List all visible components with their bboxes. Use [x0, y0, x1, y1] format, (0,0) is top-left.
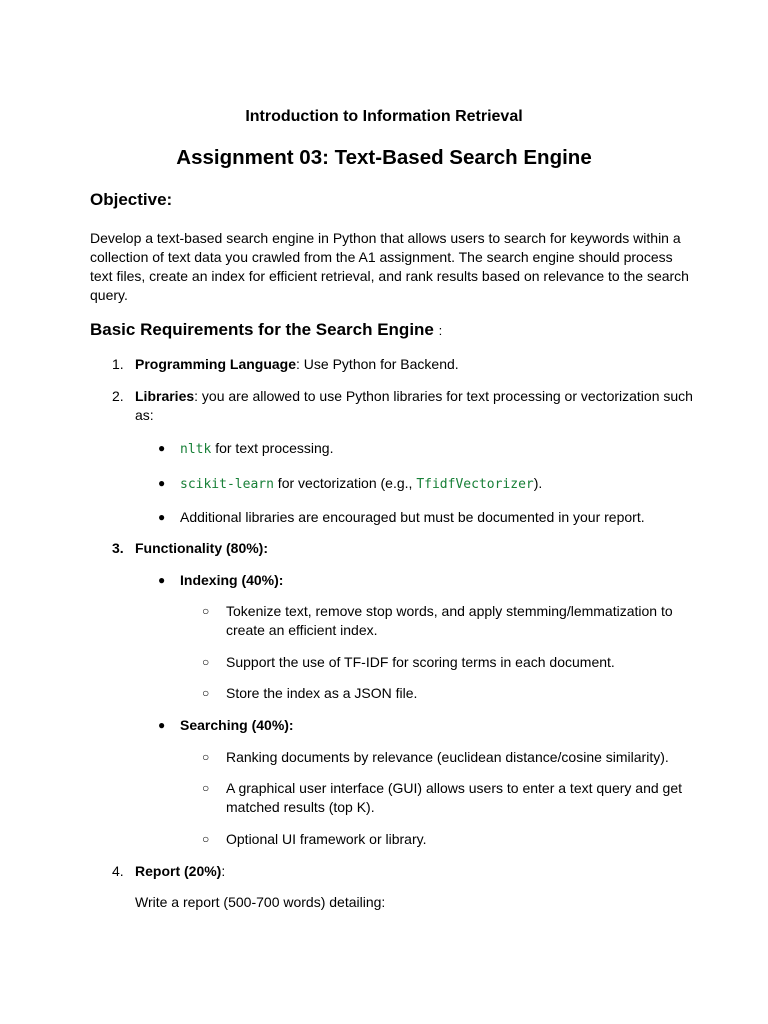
circle-marker: ○ [202, 655, 210, 669]
circle-marker: ○ [202, 781, 210, 795]
list-item-label: Functionality (80%): [135, 540, 269, 556]
bullet-marker: ● [158, 573, 166, 587]
list-item-libraries [135, 387, 695, 425]
report-detail: Write a report (500-700 words) detailing: [135, 894, 386, 910]
sub-sub-item-tfidf: Support the use of TF-IDF for scoring terms in each document. [226, 654, 615, 670]
list-number-1: 1. [112, 356, 124, 372]
sub-item-additional-libraries: Additional libraries are encouraged but must be documented in your report. [180, 509, 645, 525]
sub-item-nltk [180, 439, 695, 459]
sub-item-text: for vectorization (e.g., [273, 475, 417, 491]
bullet-marker: ● [158, 441, 166, 455]
circle-marker: ○ [202, 604, 210, 618]
list-item-report [135, 862, 695, 881]
requirements-heading-suffix: : [438, 323, 443, 338]
bullet-marker: ● [158, 476, 166, 490]
code-nltk: nltk [180, 442, 212, 457]
sub-item-scikit-learn [180, 474, 695, 494]
list-item-programming-language [135, 355, 695, 374]
list-number-3: 3. [112, 540, 124, 556]
list-item-label: Programming Language [135, 356, 297, 372]
objective-heading: Objective: [90, 190, 173, 209]
code-scikit-learn: scikit-learn [180, 477, 274, 492]
bullet-marker: ● [158, 510, 166, 524]
sub-item-indexing [180, 571, 695, 590]
sub-sub-item-tokenize: Tokenize text, remove stop words, and apply stemming/lemmatization to create an efficient index. [226, 603, 673, 638]
assignment-title: Assignment 03: Text-Based Search Engine [176, 146, 592, 169]
bullet-marker: ● [158, 718, 166, 732]
list-item-label: Libraries [135, 388, 195, 404]
circle-marker: ○ [202, 832, 210, 846]
sub-item-label: Searching (40%): [180, 717, 294, 733]
sub-sub-item-ranking: Ranking documents by relevance (euclidean distance/cosine similarity). [226, 749, 669, 765]
sub-item-text-end: ). [533, 475, 543, 491]
sub-sub-item-gui: A graphical user interface (GUI) allows users to enter a text query and get matched results (top K). [226, 780, 683, 815]
sub-item-text: for text processing. [211, 440, 334, 456]
course-title: Introduction to Information Retrieval [245, 108, 523, 125]
list-item-text: : Use Python for Backend. [296, 356, 459, 372]
list-number-4: 4. [112, 863, 124, 879]
list-item-functionality [135, 539, 695, 558]
requirements-heading [90, 320, 442, 340]
code-tfidf-vectorizer: TfidfVectorizer [416, 477, 534, 492]
list-item-text: : you are allowed to use Python libraries for text processing or vectorization such as: [135, 388, 693, 423]
sub-sub-item-optional-ui: Optional UI framework or library. [226, 831, 427, 847]
sub-sub-item-store-json: Store the index as a JSON file. [226, 685, 418, 701]
list-item-label: Report (20%) [135, 863, 222, 879]
circle-marker: ○ [202, 750, 210, 764]
list-item-text: : [221, 863, 226, 879]
objective-text: Develop a text-based search engine in Python that allows users to search for keywords within a collection of text data you crawled from the A1 assignment. The search engine should process text files, create an index for efficient retrieval, and rank results based on relevance to the search query. [90, 230, 689, 303]
list-number-2: 2. [112, 388, 124, 404]
sub-item-label: Indexing (40%): [180, 572, 284, 588]
sub-item-searching [180, 716, 695, 735]
requirements-heading-text: Basic Requirements for the Search Engine [90, 320, 434, 339]
circle-marker: ○ [202, 686, 210, 700]
